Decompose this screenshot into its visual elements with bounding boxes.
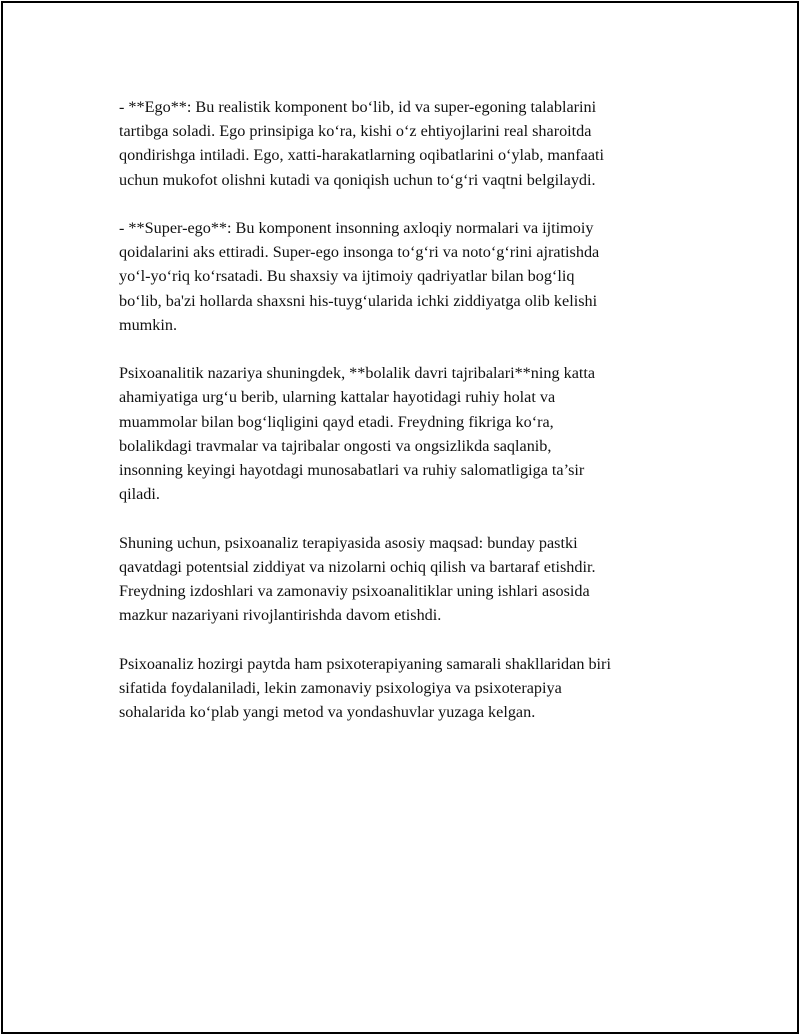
text-line: tartibga soladi. Ego prinsipiga ko‘ra, kishi o‘z ehtiyojlarini real sharoitda <box>119 122 592 141</box>
text-line: mazkur nazariyani rivojlantirishda davom etishdi. <box>119 606 442 625</box>
paragraph-modern <box>119 652 689 725</box>
text-line: Freydning izdoshlari va zamonaviy psixoanalitiklar uning ishlari asosida <box>119 582 590 601</box>
text-line: - **Ego**: Bu realistik komponent bo‘lib, id va super-egoning talablarini <box>119 98 597 116</box>
paragraph-ego <box>119 95 689 192</box>
text-line: yo‘l-yo‘riq ko‘rsatadi. Bu shaxsiy va ijtimoiy qadriyatlar bilan bog‘liq <box>119 267 575 286</box>
text-line: mumkin. <box>119 315 178 334</box>
text-line: muammolar bilan bog‘liqligini qayd etadi. Freydning fikriga ko‘ra, <box>119 412 554 431</box>
text-line: insonning keyingi hayotdagi munosabatlari va ruhiy salomatligiga ta’sir <box>119 461 585 480</box>
text-line: sohalarida ko‘plab yangi metod va yondashuvlar yuzaga kelgan. <box>119 703 536 722</box>
paragraph-therapy <box>119 531 689 628</box>
text-line: Shuning uchun, psixoanaliz terapiyasida asosiy maqsad: bunday pastki <box>119 533 578 552</box>
text-line: qiladi. <box>119 485 160 504</box>
document-page <box>1 1 799 1034</box>
text-line: qavatdagi potentsial ziddiyat va nizolarni ochiq qilish va bartaraf etishdir. <box>119 557 596 576</box>
paragraph-super-ego <box>119 216 689 337</box>
paragraph-childhood <box>119 361 689 506</box>
text-line: Psixoanaliz hozirgi paytda ham psixoterapiyaning samarali shakllaridan biri <box>119 654 611 673</box>
document-body <box>119 95 689 748</box>
text-line: bolalikdagi travmalar va tajribalar ongosti va ongsizlikda saqlanib, <box>119 436 552 455</box>
text-line: uchun mukofot olishni kutadi va qoniqish uchun to‘g‘ri vaqtni belgilaydi. <box>119 170 596 189</box>
text-line: Psixoanalitik nazariya shuningdek, **bolalik davri tajribalari**ning katta <box>119 364 596 383</box>
text-line: bo‘lib, ba'zi hollarda shaxsni his-tuyg‘ularida ichki ziddiyatga olib kelishi <box>119 291 598 310</box>
text-line: qondirishga intiladi. Ego, xatti-harakatlarning oqibatlarini o‘ylab, manfaati <box>119 146 605 165</box>
text-line: ahamiyatiga urg‘u berib, ularning kattalar hayotidagi ruhiy holat va <box>119 388 556 407</box>
text-line: sifatida foydalaniladi, lekin zamonaviy psixologiya va psixoterapiya <box>119 678 562 697</box>
text-line: qoidalarini aks ettiradi. Super-ego insonga to‘g‘ri va noto‘g‘rini ajratishda <box>119 243 600 262</box>
text-line: - **Super-ego**: Bu komponent insonning axloqiy normalari va ijtimoiy <box>119 219 594 237</box>
